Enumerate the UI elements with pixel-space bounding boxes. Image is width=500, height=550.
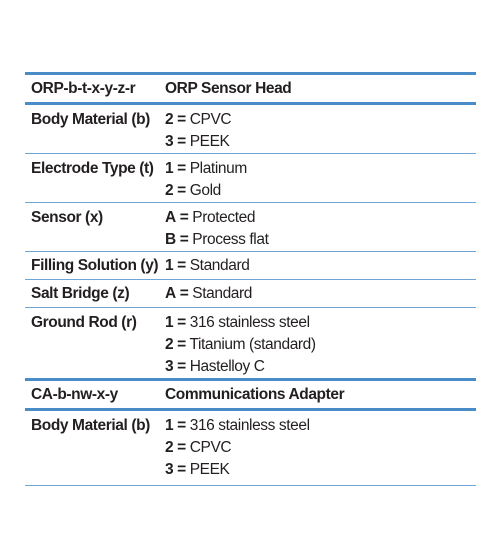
table-row-ca-body-material [25,411,476,485]
option-line: 2 = Gold [165,182,221,199]
table-row-filling-solution [25,252,476,279]
row-options [165,252,476,279]
row-options [165,203,476,251]
table-row-sensor [25,203,476,251]
option-line: 1 = 316 stainless steel [165,314,310,331]
section-title: ORP Sensor Head [165,80,292,97]
row-options [165,154,476,202]
row-options [165,280,476,307]
table-row-body-material [25,105,476,153]
row-label: Electrode Type (t) [31,160,154,177]
section-title: Communications Adapter [165,386,345,403]
option-line: 1 = Standard [165,257,250,274]
row-label: Body Material (b) [31,417,150,434]
option-line: A = Standard [165,285,253,302]
row-label: Filling Solution (y) [31,257,159,274]
section-header-ca [25,381,476,408]
table-row-ground-rod [25,308,476,378]
option-line: A = Protected [165,209,256,226]
row-options [165,411,476,481]
table-bottom-rule [25,485,476,486]
section-code: CA-b-nw-x-y [31,386,118,403]
option-line: 1 = Platinum [165,160,247,177]
option-line: 2 = CPVC [165,439,232,456]
option-line: 3 = PEEK [165,133,230,150]
option-line: 1 = 316 stainless steel [165,417,310,434]
row-label: Ground Rod (r) [31,314,137,331]
section-code: ORP-b-t-x-y-z-r [31,80,136,97]
row-label: Sensor (x) [31,209,103,226]
spec-table [25,72,476,486]
row-options [165,308,476,378]
row-label: Body Material (b) [31,111,150,128]
row-label: Salt Bridge (z) [31,285,130,302]
option-line: 3 = Hastelloy C [165,358,265,375]
table-row-electrode-type [25,154,476,202]
option-line: 2 = Titanium (standard) [165,336,316,353]
section-header-orp [25,75,476,102]
row-options [165,105,476,153]
table-row-salt-bridge [25,280,476,307]
option-line: 2 = CPVC [165,111,232,128]
option-line: 3 = PEEK [165,461,230,478]
option-line: B = Process flat [165,231,269,248]
